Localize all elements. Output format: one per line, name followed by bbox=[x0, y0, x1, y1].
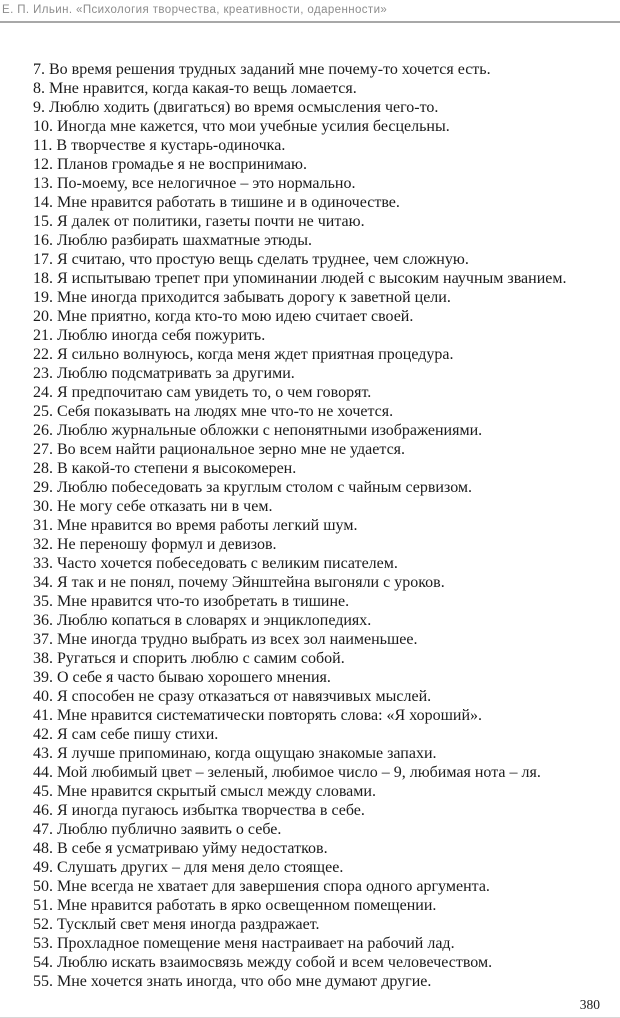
list-item: 12. Планов громадье я не воспринимаю. bbox=[33, 156, 307, 173]
list-item: 24. Я предпочитаю сам увидеть то, о чем говорят. bbox=[33, 384, 372, 401]
list-item: 46. Я иногда пугаюсь избытка творчества в себе. bbox=[33, 802, 365, 819]
list-item: 45. Мне нравится скрытый смысл между словами. bbox=[33, 783, 376, 800]
list-item: 29. Люблю побеседовать за круглым столом с чайным сервизом. bbox=[33, 479, 473, 496]
list-item: 21. Люблю иногда себя пожурить. bbox=[33, 327, 266, 344]
list-item: 35. Мне нравится что-то изобретать в тишине. bbox=[33, 593, 350, 610]
list-item: 8. Мне нравится, когда какая-то вещь ломается. bbox=[33, 80, 357, 97]
list-item: 23. Люблю подсматривать за другими. bbox=[33, 365, 295, 382]
page-number: 380 bbox=[579, 997, 600, 1012]
list-item: 38. Ругаться и спорить люблю с самим собой. bbox=[33, 650, 345, 667]
list-item: 54. Люблю искать взаимосвязь между собой и всем человечеством. bbox=[33, 954, 493, 971]
list-item: 9. Люблю ходить (двигаться) во время осмысления чего-то. bbox=[33, 99, 439, 116]
list-item: 17. Я считаю, что простую вещь сделать труднее, чем сложную. bbox=[33, 251, 469, 268]
list-item: 37. Мне иногда трудно выбрать из всех зол наименьшее. bbox=[33, 631, 418, 648]
list-item: 40. Я способен не сразу отказаться от навязчивых мыслей. bbox=[33, 688, 432, 705]
list-item: 41. Мне нравится систематически повторять слова: «Я хороший». bbox=[33, 707, 483, 724]
list-item: 44. Мой любимый цвет – зеленый, любимое число – 9, любимая нота – ля. bbox=[33, 764, 541, 781]
list-item: 32. Не переношу формул и девизов. bbox=[33, 536, 277, 553]
list-item: 51. Мне нравится работать в ярко освещенном помещении. bbox=[33, 897, 437, 914]
running-header-title: Е. П. Ильин. «Психология творчества, креативности, одаренности» bbox=[2, 4, 388, 16]
list-item: 55. Мне хочется знать иногда, что обо мне думают другие. bbox=[33, 973, 432, 990]
list-item: 20. Мне приятно, когда кто-то мою идею считает своей. bbox=[33, 308, 414, 325]
list-item: 28. В какой-то степени я высокомерен. bbox=[33, 460, 297, 477]
list-item: 39. О себе я часто бываю хорошего мнения. bbox=[33, 669, 331, 686]
list-item: 50. Мне всегда не хватает для завершения спора одного аргумента. bbox=[33, 878, 490, 895]
list-item: 7. Во время решения трудных заданий мне почему-то хочется есть. bbox=[33, 61, 491, 78]
list-item: 18. Я испытываю трепет при упоминании людей с высоким научным званием. bbox=[33, 270, 567, 287]
questionnaire-list bbox=[0, 60, 620, 991]
list-item: 13. По-моему, все нелогичное – это нормально. bbox=[33, 175, 356, 192]
list-item: 36. Люблю копаться в словарях и энциклопедиях. bbox=[33, 612, 372, 629]
list-item: 22. Я сильно волнуюсь, когда меня ждет приятная процедура. bbox=[33, 346, 454, 363]
list-item: 34. Я так и не понял, почему Эйнштейна выгоняли с уроков. bbox=[33, 574, 445, 591]
list-item: 27. Во всем найти рациональное зерно мне не удается. bbox=[33, 441, 406, 458]
list-item: 26. Люблю журнальные обложки с непонятными изображениями. bbox=[33, 422, 483, 439]
list-item: 49. Слушать других – для меня дело стоящее. bbox=[33, 859, 344, 876]
list-item: 15. Я далек от политики, газеты почти не читаю. bbox=[33, 213, 365, 230]
list-item: 25. Себя показывать на людях мне что-то не хочется. bbox=[33, 403, 394, 420]
list-item: 30. Не могу себе отказать ни в чем. bbox=[33, 498, 273, 515]
list-item: 48. В себе я усматриваю уйму недостатков. bbox=[33, 840, 328, 857]
list-item: 53. Прохладное помещение меня настраивает на рабочий лад. bbox=[33, 935, 455, 952]
list-item: 47. Люблю публично заявить о себе. bbox=[33, 821, 282, 838]
list-item: 43. Я лучше припоминаю, когда ощущаю знакомые запахи. bbox=[33, 745, 437, 762]
running-header bbox=[0, 0, 620, 23]
list-item: 10. Иногда мне кажется, что мои учебные усилия бесцельны. bbox=[33, 118, 450, 135]
list-item: 16. Люблю разбирать шахматные этюды. bbox=[33, 232, 313, 249]
list-item: 11. В творчестве я кустарь-одиночка. bbox=[33, 137, 286, 154]
list-item: 33. Часто хочется побеседовать с великим писателем. bbox=[33, 555, 398, 572]
list-item: 19. Мне иногда приходится забывать дорогу к заветной цели. bbox=[33, 289, 451, 306]
list-item: 14. Мне нравится работать в тишине и в одиночестве. bbox=[33, 194, 400, 211]
list-item: 31. Мне нравится во время работы легкий шум. bbox=[33, 517, 358, 534]
list-item: 52. Тусклый свет меня иногда раздражает. bbox=[33, 916, 320, 933]
list-item: 42. Я сам себе пишу стихи. bbox=[33, 726, 219, 743]
